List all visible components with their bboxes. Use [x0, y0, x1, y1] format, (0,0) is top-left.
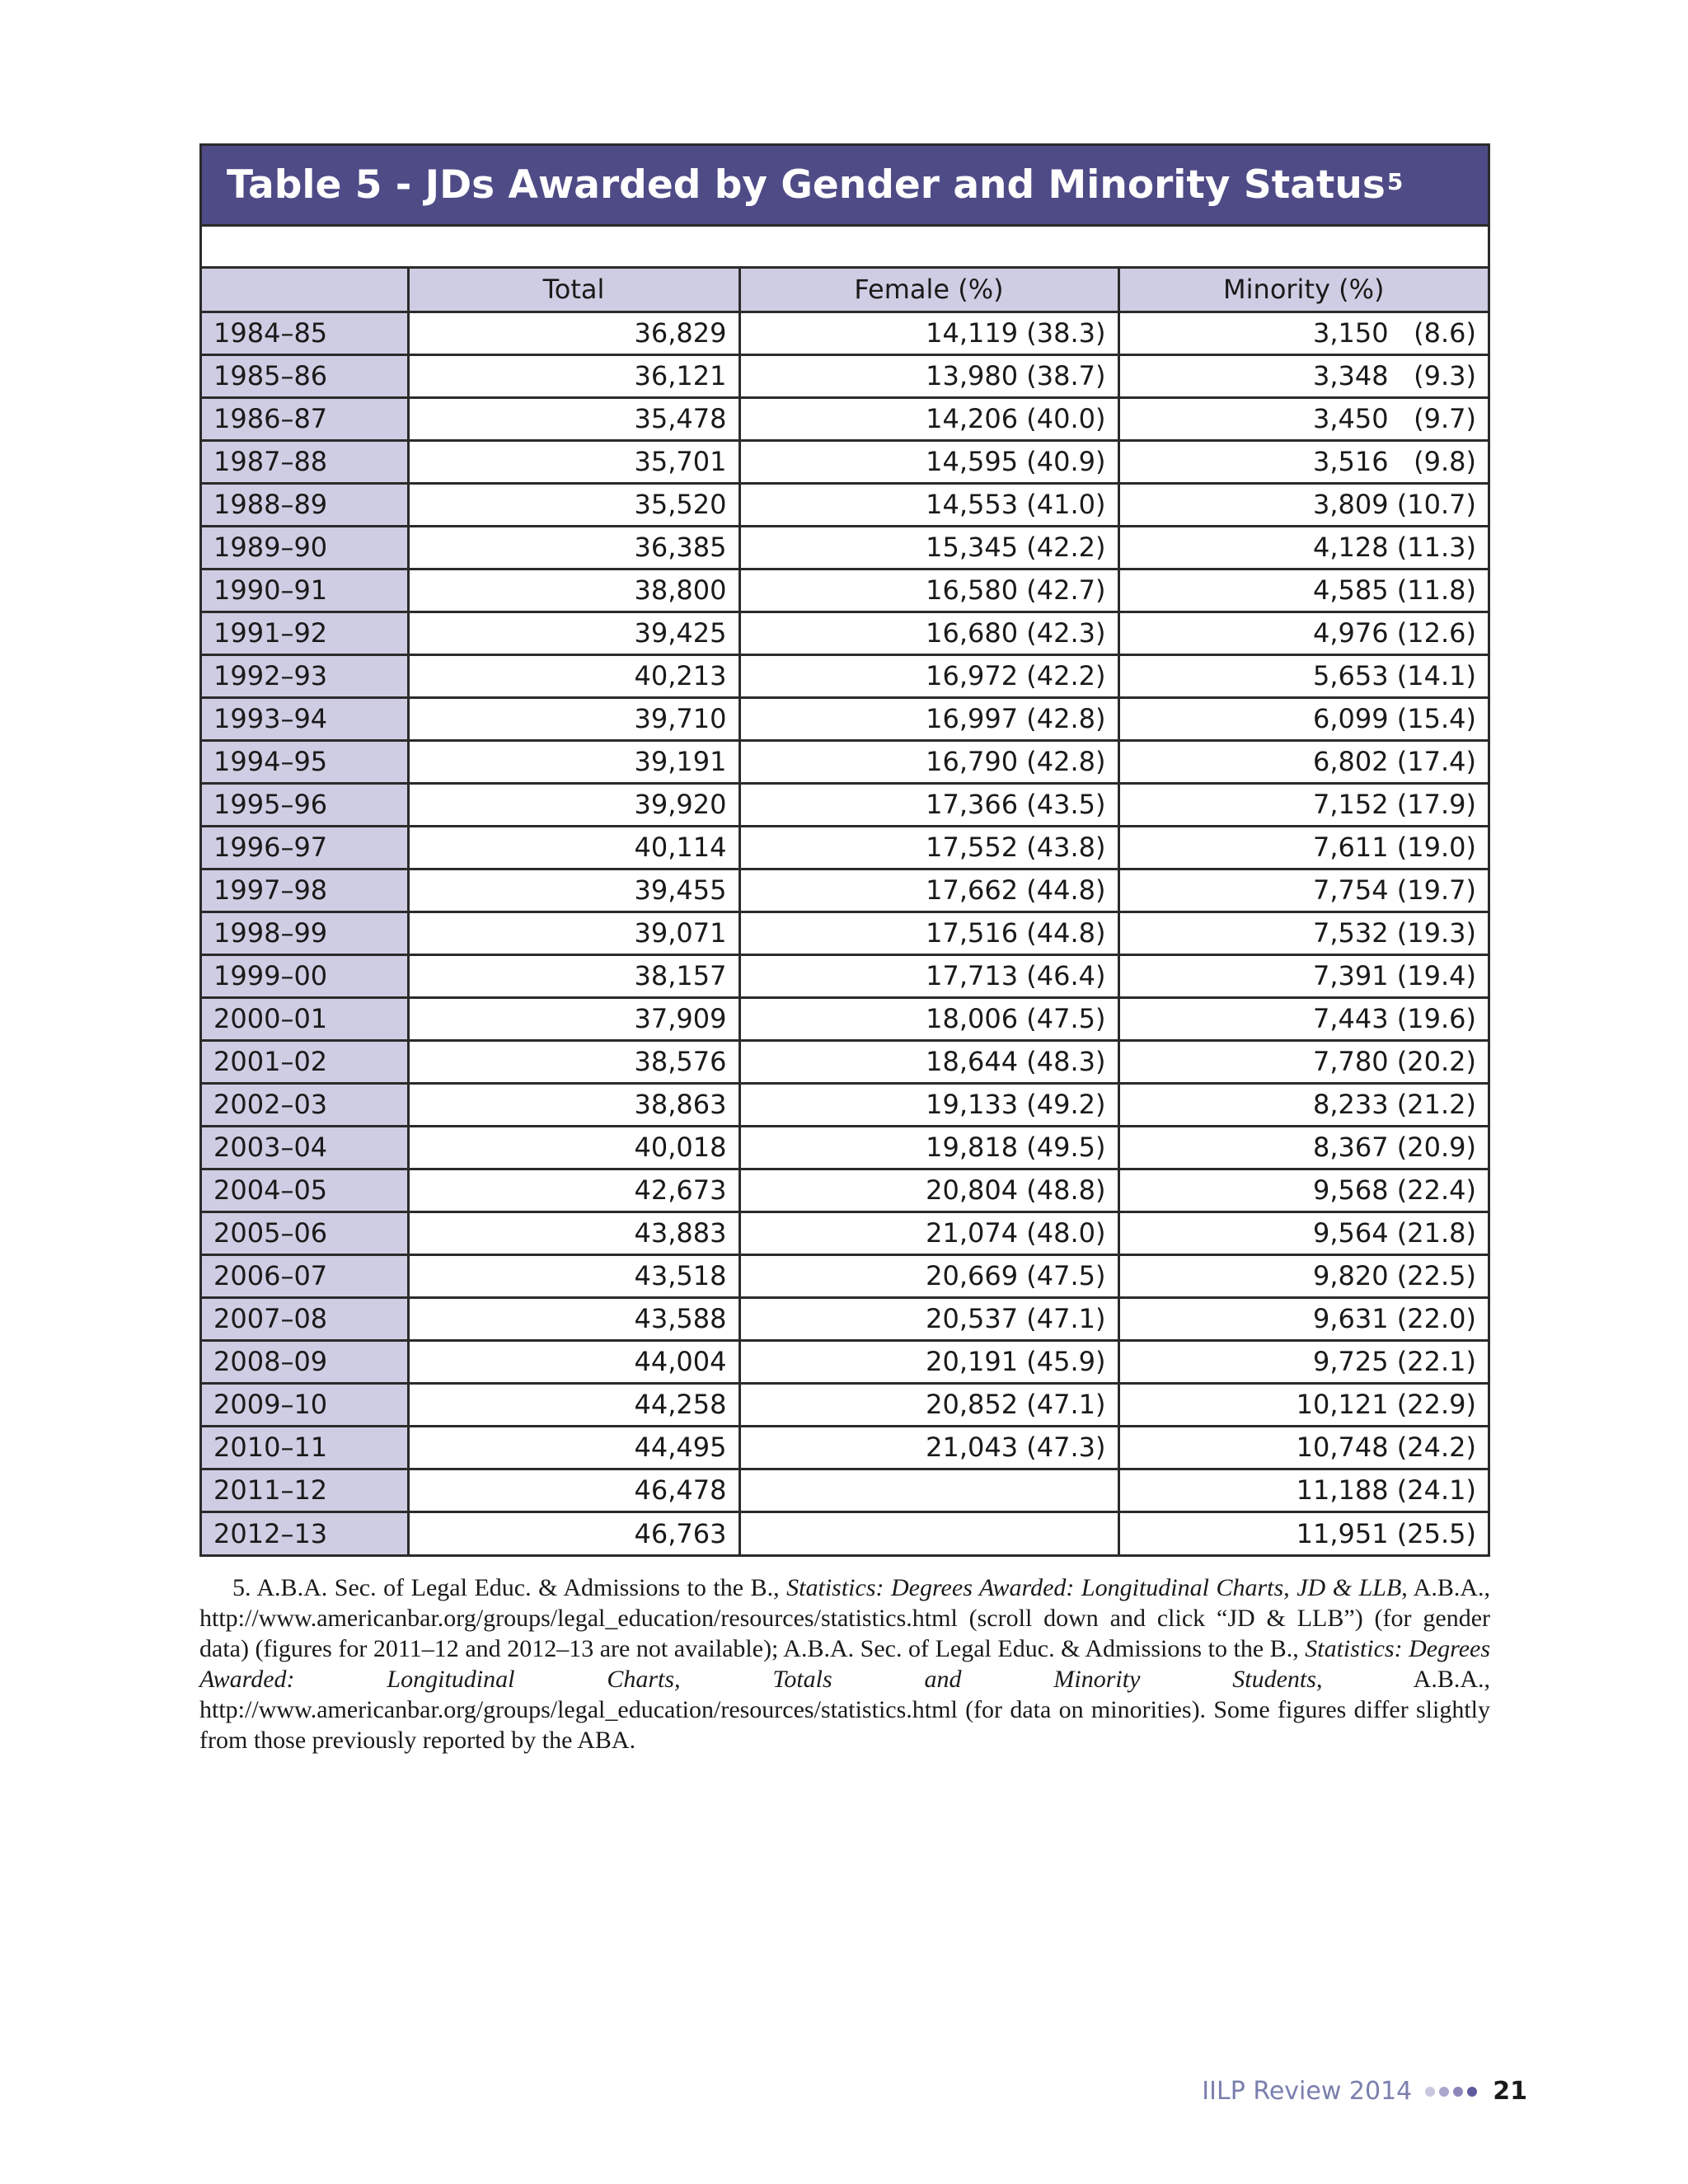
row-minority: 5,653 (14.1) [1118, 654, 1488, 697]
row-female: 14,553 (41.0) [739, 483, 1118, 526]
row-female: 19,818 (49.5) [739, 1126, 1118, 1169]
data-table-block [199, 143, 1490, 1557]
row-total: 40,114 [408, 826, 739, 869]
row-female [739, 1511, 1118, 1554]
row-minority: 7,391 (19.4) [1118, 954, 1488, 997]
row-year: 1996–97 [202, 826, 408, 869]
table-body [202, 312, 1488, 1554]
row-minority: 7,152 (17.9) [1118, 783, 1488, 826]
row-female: 13,980 (38.7) [739, 354, 1118, 397]
table-row [202, 740, 1488, 783]
footnote [199, 1572, 1490, 1755]
footer-dot [1425, 2087, 1435, 2097]
table-row [202, 526, 1488, 569]
table-row [202, 1212, 1488, 1254]
row-female: 20,804 (48.8) [739, 1169, 1118, 1212]
row-total: 44,495 [408, 1426, 739, 1469]
row-total: 38,157 [408, 954, 739, 997]
row-minority: 9,631 (22.0) [1118, 1297, 1488, 1340]
row-year: 2003–04 [202, 1126, 408, 1169]
row-total: 39,710 [408, 697, 739, 740]
row-total: 39,920 [408, 783, 739, 826]
row-minority: 3,450 (9.7) [1118, 397, 1488, 440]
table-row [202, 1254, 1488, 1297]
row-female: 16,997 (42.8) [739, 697, 1118, 740]
row-total: 35,701 [408, 440, 739, 483]
row-total: 46,478 [408, 1469, 739, 1511]
table-row [202, 1126, 1488, 1169]
table-row [202, 612, 1488, 654]
footer-dots-icon [1425, 2087, 1481, 2097]
row-female: 16,680 (42.3) [739, 612, 1118, 654]
row-minority: 4,585 (11.8) [1118, 569, 1488, 612]
row-total: 43,518 [408, 1254, 739, 1297]
row-minority: 10,121 (22.9) [1118, 1383, 1488, 1426]
table-row [202, 912, 1488, 954]
row-total: 46,763 [408, 1511, 739, 1554]
table-row [202, 1426, 1488, 1469]
row-minority: 3,348 (9.3) [1118, 354, 1488, 397]
row-female: 16,972 (42.2) [739, 654, 1118, 697]
row-year: 1990–91 [202, 569, 408, 612]
row-total: 43,588 [408, 1297, 739, 1340]
table-row [202, 954, 1488, 997]
table-header-row [202, 269, 1488, 312]
row-minority: 4,128 (11.3) [1118, 526, 1488, 569]
table-row [202, 1469, 1488, 1511]
row-female: 19,133 (49.2) [739, 1083, 1118, 1126]
row-total: 39,455 [408, 869, 739, 912]
footnote-italic-2: Statistics: Degrees Awarded: Longitudinal Charts, Totals and Minority Students [199, 1635, 1490, 1693]
row-total: 39,191 [408, 740, 739, 783]
row-year: 1987–88 [202, 440, 408, 483]
table-row [202, 997, 1488, 1040]
row-year: 2009–10 [202, 1383, 408, 1426]
row-minority: 9,568 (22.4) [1118, 1169, 1488, 1212]
footnote-text-3: , A.B.A., http://www.americanbar.org/groups/legal_education/resources/statistics.html (for data on minorities). Some figures differ slightly from those previously reported by the ABA. [199, 1666, 1490, 1754]
row-minority: 9,564 (21.8) [1118, 1212, 1488, 1254]
row-total: 39,071 [408, 912, 739, 954]
footnote-text-1: A.B.A. Sec. of Legal Educ. & Admissions to the B., [256, 1574, 787, 1601]
table-row [202, 654, 1488, 697]
table-row [202, 1040, 1488, 1083]
row-female: 17,516 (44.8) [739, 912, 1118, 954]
table-row [202, 1083, 1488, 1126]
row-female: 18,644 (48.3) [739, 1040, 1118, 1083]
row-minority: 9,820 (22.5) [1118, 1254, 1488, 1297]
row-female [739, 1469, 1118, 1511]
row-year: 2004–05 [202, 1169, 408, 1212]
footnote-text-2: , A.B.A., http://www.americanbar.org/groups/legal_education/resources/statistics.html (scroll down and click “JD & LLB”) (for gender data) (figures for 2011–12 and 2012–13 are not available); A.B.A. Sec. of Legal Educ. & Admissions to the B., [199, 1574, 1490, 1662]
footer-publication-label: IILP Review 2014 [1202, 2077, 1413, 2106]
table-row [202, 312, 1488, 354]
table-row [202, 1297, 1488, 1340]
row-year: 1998–99 [202, 912, 408, 954]
row-total: 35,478 [408, 397, 739, 440]
row-year: 2010–11 [202, 1426, 408, 1469]
table-title [202, 146, 1488, 227]
row-female: 16,580 (42.7) [739, 569, 1118, 612]
row-minority: 4,976 (12.6) [1118, 612, 1488, 654]
row-year: 1993–94 [202, 697, 408, 740]
row-minority: 8,233 (21.2) [1118, 1083, 1488, 1126]
row-year: 2005–06 [202, 1212, 408, 1254]
row-year: 2001–02 [202, 1040, 408, 1083]
row-female: 17,713 (46.4) [739, 954, 1118, 997]
row-total: 44,004 [408, 1340, 739, 1383]
row-year: 1989–90 [202, 526, 408, 569]
row-year: 2000–01 [202, 997, 408, 1040]
table-row [202, 1340, 1488, 1383]
row-year: 1995–96 [202, 783, 408, 826]
column-header-total: Total [408, 269, 739, 312]
row-total: 38,863 [408, 1083, 739, 1126]
row-female: 20,852 (47.1) [739, 1383, 1118, 1426]
row-year: 1992–93 [202, 654, 408, 697]
page-footer [1202, 2077, 1527, 2106]
row-year: 1999–00 [202, 954, 408, 997]
row-minority: 7,443 (19.6) [1118, 997, 1488, 1040]
row-year: 2011–12 [202, 1469, 408, 1511]
title-footnote-ref: 5 [1386, 168, 1404, 195]
row-year: 1997–98 [202, 869, 408, 912]
row-minority: 9,725 (22.1) [1118, 1340, 1488, 1383]
row-year: 1988–89 [202, 483, 408, 526]
row-minority: 8,367 (20.9) [1118, 1126, 1488, 1169]
row-female: 17,552 (43.8) [739, 826, 1118, 869]
table-title-text: Table 5 - JDs Awarded by Gender and Minority Status [227, 162, 1386, 208]
table-row [202, 697, 1488, 740]
jd-table [202, 269, 1488, 1554]
row-year: 1991–92 [202, 612, 408, 654]
row-year: 1994–95 [202, 740, 408, 783]
row-minority: 7,754 (19.7) [1118, 869, 1488, 912]
row-total: 36,121 [408, 354, 739, 397]
footnote-italic-1: Statistics: Degrees Awarded: Longitudinal Charts, JD & LLB [786, 1574, 1402, 1601]
table-spacer-row [202, 227, 1488, 269]
row-year: 2006–07 [202, 1254, 408, 1297]
row-female: 20,537 (47.1) [739, 1297, 1118, 1340]
row-total: 38,576 [408, 1040, 739, 1083]
row-female: 14,595 (40.9) [739, 440, 1118, 483]
table-row [202, 783, 1488, 826]
table-row [202, 1511, 1488, 1554]
page-number: 21 [1493, 2077, 1527, 2106]
row-year: 2007–08 [202, 1297, 408, 1340]
footnote-number: 5. [232, 1574, 251, 1601]
row-female: 21,074 (48.0) [739, 1212, 1118, 1254]
row-minority: 6,802 (17.4) [1118, 740, 1488, 783]
row-total: 42,673 [408, 1169, 739, 1212]
row-minority: 7,611 (19.0) [1118, 826, 1488, 869]
row-total: 36,829 [408, 312, 739, 354]
footer-dot [1439, 2087, 1449, 2097]
table-row [202, 1383, 1488, 1426]
table-row [202, 826, 1488, 869]
row-total: 39,425 [408, 612, 739, 654]
row-minority: 7,532 (19.3) [1118, 912, 1488, 954]
row-year: 2012–13 [202, 1511, 408, 1554]
row-female: 20,669 (47.5) [739, 1254, 1118, 1297]
row-female: 20,191 (45.9) [739, 1340, 1118, 1383]
table-row [202, 1169, 1488, 1212]
table-row [202, 440, 1488, 483]
row-minority: 3,809 (10.7) [1118, 483, 1488, 526]
row-total: 37,909 [408, 997, 739, 1040]
row-year: 1986–87 [202, 397, 408, 440]
row-female: 16,790 (42.8) [739, 740, 1118, 783]
row-total: 44,258 [408, 1383, 739, 1426]
column-header-female: Female (%) [739, 269, 1118, 312]
footer-dot [1453, 2087, 1463, 2097]
row-total: 40,213 [408, 654, 739, 697]
footer-dot [1467, 2087, 1477, 2097]
row-minority: 10,748 (24.2) [1118, 1426, 1488, 1469]
table-row [202, 869, 1488, 912]
row-year: 1984–85 [202, 312, 408, 354]
column-header-minority: Minority (%) [1118, 269, 1488, 312]
table-row [202, 397, 1488, 440]
row-minority: 11,188 (24.1) [1118, 1469, 1488, 1511]
row-total: 35,520 [408, 483, 739, 526]
row-minority: 7,780 (20.2) [1118, 1040, 1488, 1083]
row-year: 1985–86 [202, 354, 408, 397]
row-minority: 6,099 (15.4) [1118, 697, 1488, 740]
table-row [202, 483, 1488, 526]
row-female: 17,366 (43.5) [739, 783, 1118, 826]
row-year: 2008–09 [202, 1340, 408, 1383]
row-total: 43,883 [408, 1212, 739, 1254]
row-year: 2002–03 [202, 1083, 408, 1126]
row-female: 18,006 (47.5) [739, 997, 1118, 1040]
row-female: 14,119 (38.3) [739, 312, 1118, 354]
table-row [202, 354, 1488, 397]
row-minority: 11,951 (25.5) [1118, 1511, 1488, 1554]
row-female: 17,662 (44.8) [739, 869, 1118, 912]
row-minority: 3,516 (9.8) [1118, 440, 1488, 483]
column-header-year [202, 269, 408, 312]
row-minority: 3,150 (8.6) [1118, 312, 1488, 354]
row-female: 21,043 (47.3) [739, 1426, 1118, 1469]
table-row [202, 569, 1488, 612]
row-female: 15,345 (42.2) [739, 526, 1118, 569]
row-total: 40,018 [408, 1126, 739, 1169]
row-total: 38,800 [408, 569, 739, 612]
row-total: 36,385 [408, 526, 739, 569]
row-female: 14,206 (40.0) [739, 397, 1118, 440]
